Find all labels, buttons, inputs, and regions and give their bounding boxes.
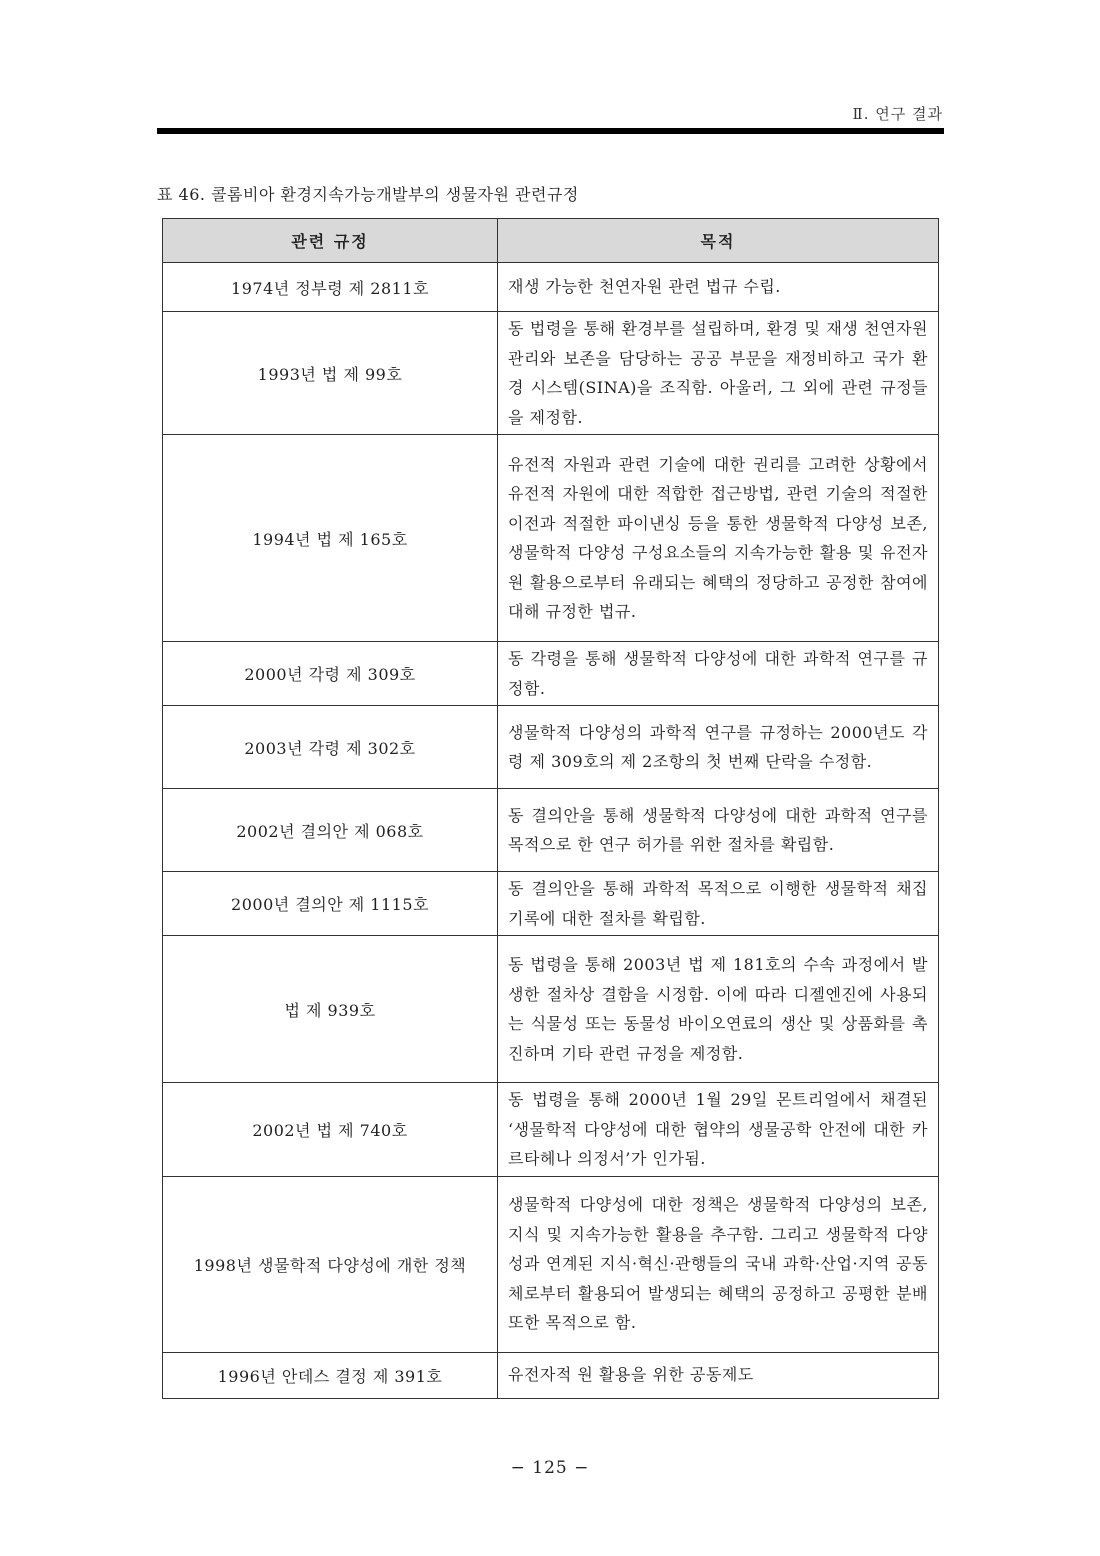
purpose-cell: 유전자적 원 활용을 위한 공동제도 xyxy=(498,1352,939,1398)
regulation-cell: 2003년 각령 제 302호 xyxy=(163,706,498,789)
regulation-cell: 2000년 각령 제 309호 xyxy=(163,642,498,706)
regulations-table xyxy=(162,218,939,1399)
table-row xyxy=(163,642,939,706)
table-caption: 표 46. 콜롬비아 환경지속가능개발부의 생물자원 관련규정 xyxy=(157,185,579,204)
header-regulation: 관련 규정 xyxy=(163,219,498,263)
table-row xyxy=(163,312,939,435)
table-row xyxy=(163,1352,939,1398)
running-header: Ⅱ. 연구 결과 xyxy=(852,105,943,123)
purpose-cell: 생물학적 다양성의 과학적 연구를 규정하는 2000년도 각령 제 309호의 제 2조항의 첫 번째 단락을 수정함. xyxy=(498,706,939,789)
table-row xyxy=(163,263,939,312)
regulation-cell: 1996년 안데스 결정 제 391호 xyxy=(163,1352,498,1398)
table-row xyxy=(163,789,939,872)
header-rule xyxy=(157,128,944,134)
purpose-cell: 동 결의안을 통해 과학적 목적으로 이행한 생물학적 채집 기록에 대한 절차를 확립함. xyxy=(498,872,939,936)
purpose-cell: 동 법령을 통해 2003년 법 제 181호의 수속 과정에서 발생한 절차상 결함을 시정함. 이에 따라 디젤엔진에 사용되는 식물성 또는 동물성 바이오연료의 생산 및 상품화를 촉진하며 기타 관련 규정을 제정함. xyxy=(498,936,939,1083)
table-row xyxy=(163,936,939,1083)
purpose-cell: 동 법령을 통해 2000년 1월 29일 몬트리얼에서 채결된 ‘생물학적 다양성에 대한 협약의 생물공학 안전에 대한 카르타헤나 의정서’가 인가됨. xyxy=(498,1083,939,1177)
purpose-cell: 동 법령을 통해 환경부를 설립하며, 환경 및 재생 천연자원 관리와 보존을 담당하는 공공 부문을 재정비하고 국가 환경 시스템(SINA)을 조직함. 아울러, 그 외에 관련 규정들을 제정함. xyxy=(498,312,939,435)
table-row xyxy=(163,706,939,789)
regulation-cell: 2000년 결의안 제 1115호 xyxy=(163,872,498,936)
regulation-cell: 1974년 정부령 제 2811호 xyxy=(163,263,498,312)
purpose-cell: 동 각령을 통해 생물학적 다양성에 대한 과학적 연구를 규정함. xyxy=(498,642,939,706)
header-purpose: 목적 xyxy=(498,219,939,263)
purpose-cell: 재생 가능한 천연자원 관련 법규 수립. xyxy=(498,263,939,312)
regulation-cell: 2002년 결의안 제 068호 xyxy=(163,789,498,872)
regulation-cell: 1993년 법 제 99호 xyxy=(163,312,498,435)
regulation-cell: 2002년 법 제 740호 xyxy=(163,1083,498,1177)
purpose-cell: 동 결의안을 통해 생물학적 다양성에 대한 과학적 연구를 목적으로 한 연구 허가를 위한 절차를 확립함. xyxy=(498,789,939,872)
table-header-row xyxy=(163,219,939,263)
table-row xyxy=(163,435,939,642)
regulation-cell: 1998년 생물학적 다양성에 개한 정책 xyxy=(163,1176,498,1352)
table-row xyxy=(163,872,939,936)
purpose-cell: 유전적 자원과 관련 기술에 대한 권리를 고려한 상황에서 유전적 자원에 대한 적합한 접근방법, 관련 기술의 적절한 이전과 적절한 파이낸싱 등을 통한 생물학적 다양성 보존, 생물학적 다양성 구성요소들의 지속가능한 활용 및 유전자원 활용으로부터 유래되는 혜택의 정당하고 공정한 참여에 대해 규정한 법규. xyxy=(498,435,939,642)
page-number: − 125 − xyxy=(510,1458,590,1478)
table-row xyxy=(163,1083,939,1177)
table-row xyxy=(163,1176,939,1352)
regulation-cell: 법 제 939호 xyxy=(163,936,498,1083)
purpose-cell: 생물학적 다양성에 대한 정책은 생물학적 다양성의 보존, 지식 및 지속가능한 활용을 추구함. 그리고 생물학적 다양성과 연계된 지식·혁신·관행들의 국내 과학·산업·지역 공동체로부터 활용되어 발생되는 혜택의 공정하고 공평한 분배 또한 목적으로 함. xyxy=(498,1176,939,1352)
regulation-cell: 1994년 법 제 165호 xyxy=(163,435,498,642)
